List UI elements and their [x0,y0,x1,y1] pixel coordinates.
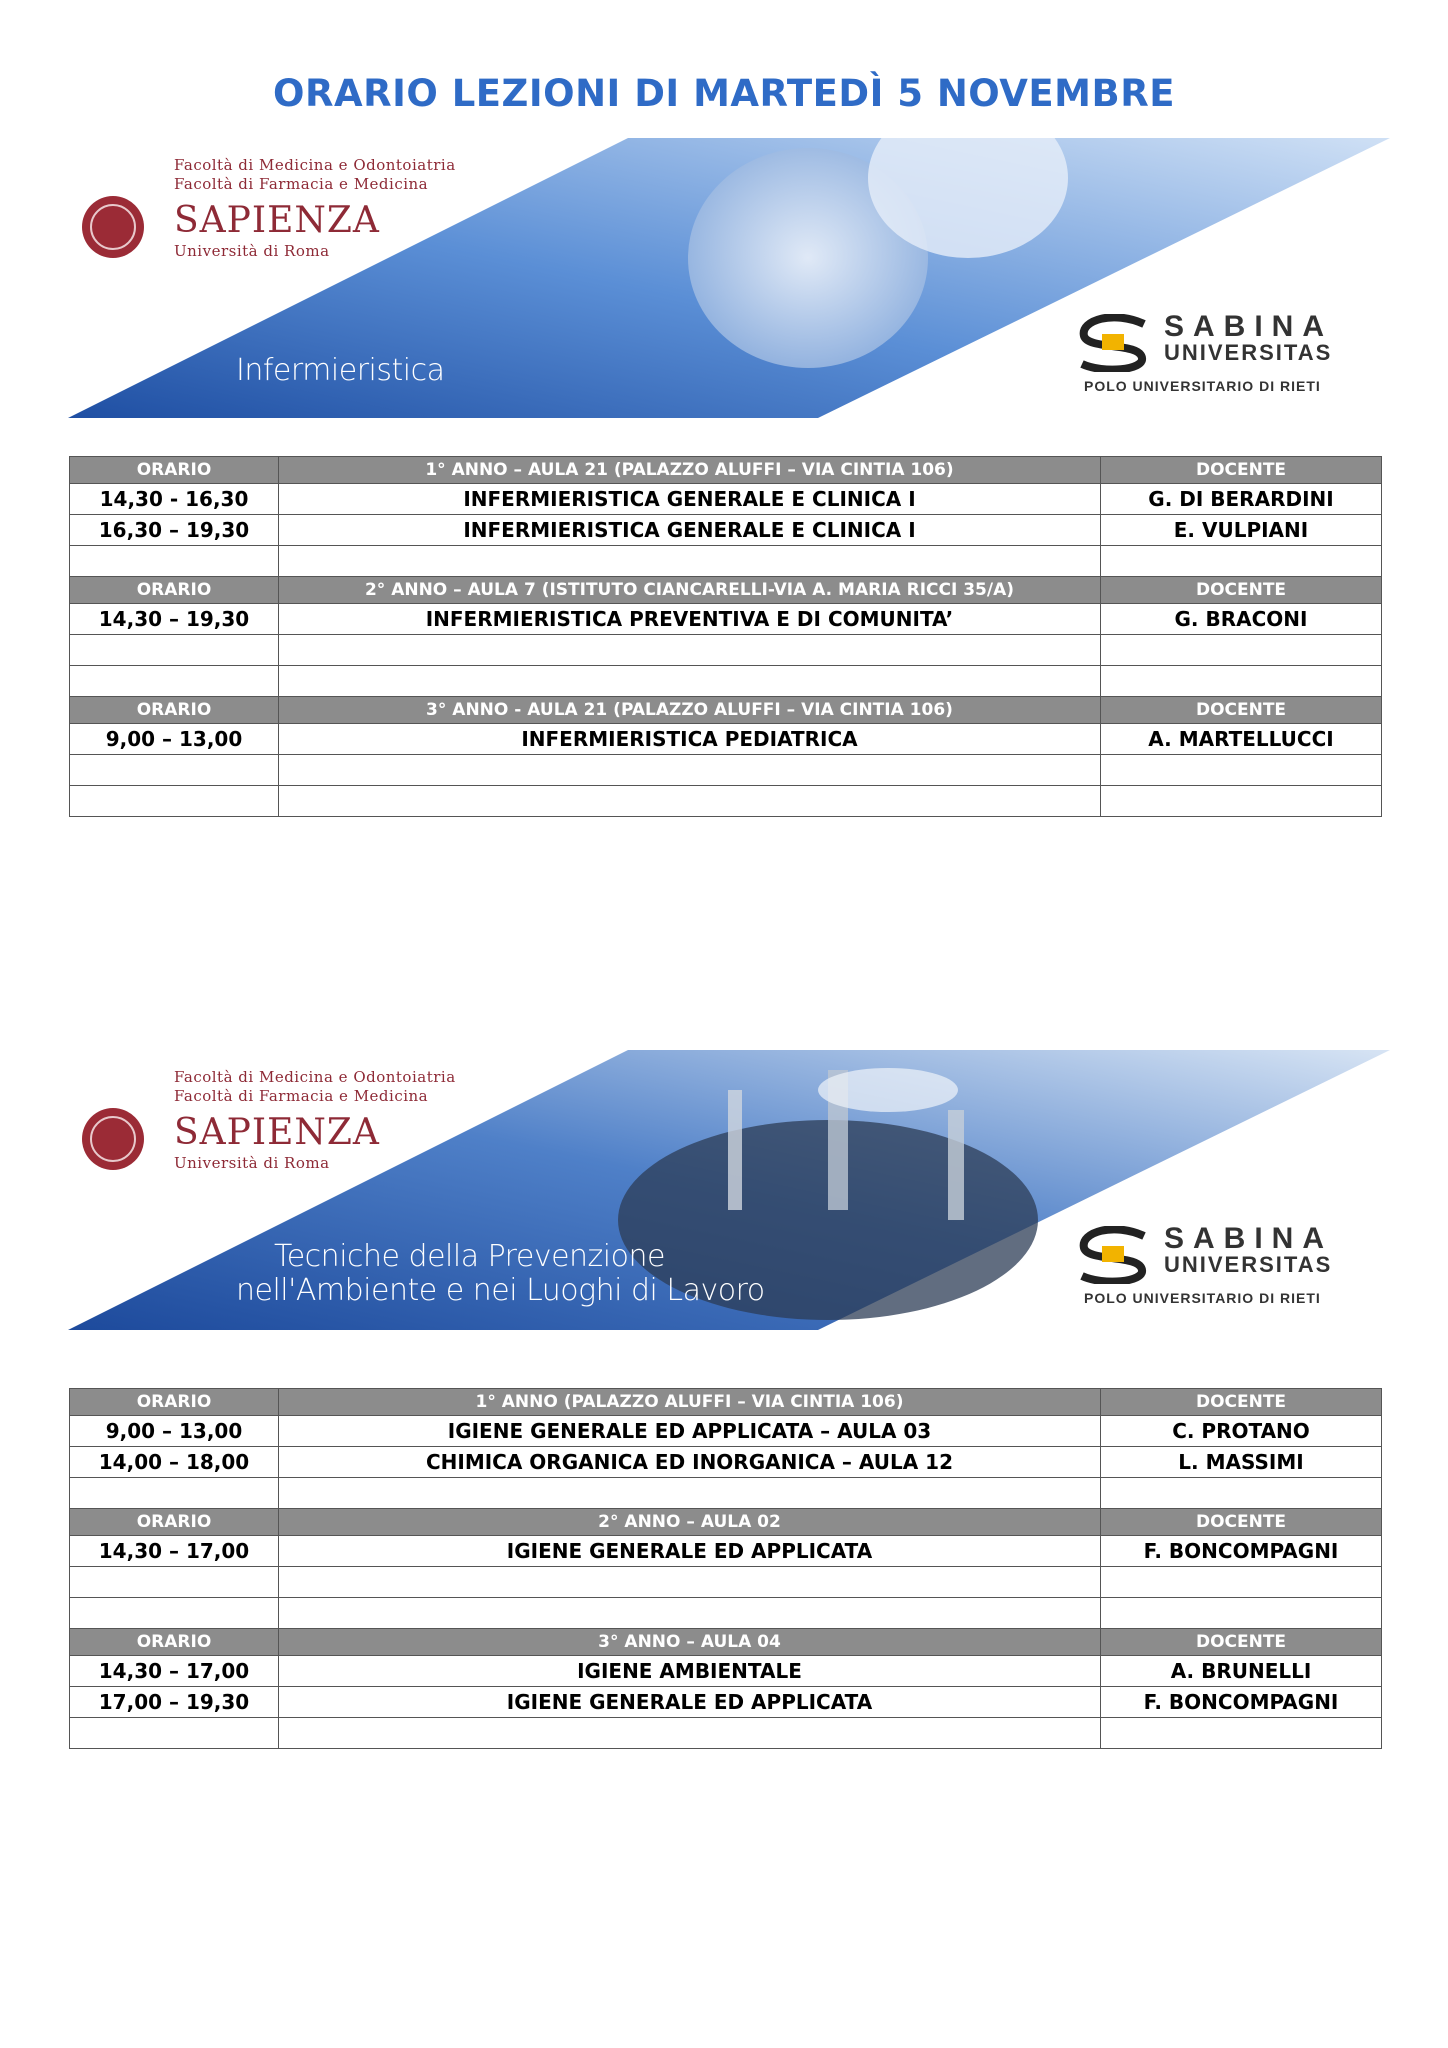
insegnamento-cell [279,1567,1101,1598]
orario-cell [70,755,279,786]
header-orario-cell: ORARIO [70,697,279,724]
insegnamento-cell [279,1598,1101,1629]
course-name-line-1: Tecniche della Prevenzione [274,1239,665,1274]
insegnamento-cell: CHIMICA ORGANICA ED INORGANICA – AULA 12 [279,1447,1101,1478]
table-row [70,755,1382,786]
insegnamento-cell: IGIENE GENERALE ED APPLICATA [279,1687,1101,1718]
docente-cell: L. MASSIMI [1101,1447,1382,1478]
orario-cell [70,1718,279,1749]
sabina-word: SABINA [1164,310,1334,343]
table-row [70,1718,1382,1749]
docente-cell [1101,755,1382,786]
docente-cell [1101,786,1382,817]
docente-cell [1101,546,1382,577]
insegnamento-cell: INFERMIERISTICA PREVENTIVA E DI COMUNITA’ [279,604,1101,635]
university-sub: Università di Roma [174,242,330,260]
orario-cell [70,1478,279,1509]
orario-cell: 17,00 – 19,30 [70,1687,279,1718]
table-header-row [70,1509,1382,1536]
orario-cell [70,1567,279,1598]
faculty-line-1: Facoltà di Medicina e Odontoiatria [174,156,456,174]
insegnamento-cell [279,666,1101,697]
header-docente-cell: DOCENTE [1101,1389,1382,1416]
table-row [70,786,1382,817]
table-row [70,1536,1382,1567]
docente-cell: F. BONCOMPAGNI [1101,1536,1382,1567]
faculty-line-2: Facoltà di Farmacia e Medicina [174,1087,429,1105]
insegnamento-cell [279,635,1101,666]
universitas-word: UNIVERSITAS [1164,1252,1333,1277]
course-name: Infermieristica [236,353,445,388]
orario-cell: 14,30 – 17,00 [70,1656,279,1687]
docente-cell: C. PROTANO [1101,1416,1382,1447]
docente-cell [1101,635,1382,666]
table-header-row [70,1629,1382,1656]
orario-cell: 9,00 – 13,00 [70,1416,279,1447]
header-orario-cell: ORARIO [70,1509,279,1536]
table-row [70,1687,1382,1718]
banner-tecniche-prevenzione [68,1050,1390,1330]
orario-cell: 14,30 – 19,30 [70,604,279,635]
sabina-logo [1074,310,1374,400]
course-name-line-2: nell'Ambiente e nei Luoghi di Lavoro [236,1273,765,1308]
table-row [70,666,1382,697]
header-orario-cell: ORARIO [70,457,279,484]
orario-cell [70,786,279,817]
orario-cell [70,635,279,666]
table-row [70,1447,1382,1478]
university-name: SAPIENZA [174,200,380,241]
header-insegnamento-cell: 3° ANNO - AULA 21 (PALAZZO ALUFFI – VIA CINTIA 106) [279,697,1101,724]
docente-cell [1101,1567,1382,1598]
sabina-logo [1074,1222,1374,1312]
header-docente-cell: DOCENTE [1101,457,1382,484]
polo-text: POLO UNIVERSITARIO DI RIETI [1084,1290,1321,1306]
sabina-s-icon [1074,314,1152,372]
table-header-row [70,577,1382,604]
docente-cell: A. BRUNELLI [1101,1656,1382,1687]
header-orario-cell: ORARIO [70,1629,279,1656]
banner-infermieristica [68,138,1390,418]
universitas-word: UNIVERSITAS [1164,340,1333,365]
orario-cell: 14,30 - 16,30 [70,484,279,515]
sabina-s-icon [1074,1226,1152,1284]
table-row [70,1478,1382,1509]
docente-cell [1101,1598,1382,1629]
table-row [70,1416,1382,1447]
header-insegnamento-cell: 3° ANNO – AULA 04 [279,1629,1101,1656]
orario-cell [70,666,279,697]
header-insegnamento-cell: 2° ANNO – AULA 7 (ISTITUTO CIANCARELLI-VIA A. MARIA RICCI 35/A) [279,577,1101,604]
docente-cell: A. MARTELLUCCI [1101,724,1382,755]
header-orario-cell: ORARIO [70,577,279,604]
docente-cell: G. BRACONI [1101,604,1382,635]
header-docente-cell: DOCENTE [1101,697,1382,724]
docente-cell: E. VULPIANI [1101,515,1382,546]
docente-cell [1101,1718,1382,1749]
faculty-line-1: Facoltà di Medicina e Odontoiatria [174,1068,456,1086]
header-orario-cell: ORARIO [70,1389,279,1416]
insegnamento-cell [279,755,1101,786]
orario-cell [70,546,279,577]
faculty-line-2: Facoltà di Farmacia e Medicina [174,175,429,193]
header-docente-cell: DOCENTE [1101,1629,1382,1656]
orario-cell: 9,00 – 13,00 [70,724,279,755]
insegnamento-cell: INFERMIERISTICA GENERALE E CLINICA I [279,484,1101,515]
insegnamento-cell [279,1718,1101,1749]
insegnamento-cell [279,786,1101,817]
docente-cell [1101,1478,1382,1509]
table-row [70,604,1382,635]
docente-cell [1101,666,1382,697]
sabina-word: SABINA [1164,1222,1334,1255]
table-header-row [70,1389,1382,1416]
table-row [70,515,1382,546]
header-insegnamento-cell: 1° ANNO (PALAZZO ALUFFI – VIA CINTIA 106) [279,1389,1101,1416]
table-row [70,546,1382,577]
table-row [70,724,1382,755]
orario-cell: 14,30 – 17,00 [70,1536,279,1567]
insegnamento-cell: INFERMIERISTICA GENERALE E CLINICA I [279,515,1101,546]
sapienza-seal [82,196,144,258]
insegnamento-cell [279,1478,1101,1509]
sapienza-seal [82,1108,144,1170]
table-row [70,484,1382,515]
table-header-row [70,697,1382,724]
header-docente-cell: DOCENTE [1101,1509,1382,1536]
orario-cell [70,1598,279,1629]
insegnamento-cell: IGIENE AMBIENTALE [279,1656,1101,1687]
table-row [70,635,1382,666]
header-docente-cell: DOCENTE [1101,577,1382,604]
orario-cell: 16,30 – 19,30 [70,515,279,546]
orario-cell: 14,00 – 18,00 [70,1447,279,1478]
docente-cell: F. BONCOMPAGNI [1101,1687,1382,1718]
header-insegnamento-cell: 2° ANNO – AULA 02 [279,1509,1101,1536]
insegnamento-cell [279,546,1101,577]
schedule-table-infermieristica [69,456,1382,817]
page-title: ORARIO LEZIONI DI MARTEDÌ 5 NOVEMBRE [273,72,1175,115]
insegnamento-cell: IGIENE GENERALE ED APPLICATA – AULA 03 [279,1416,1101,1447]
table-row [70,1567,1382,1598]
table-row [70,1598,1382,1629]
insegnamento-cell: INFERMIERISTICA PEDIATRICA [279,724,1101,755]
schedule-table-tecniche-prevenzione [69,1388,1382,1749]
insegnamento-cell: IGIENE GENERALE ED APPLICATA [279,1536,1101,1567]
table-header-row [70,457,1382,484]
header-insegnamento-cell: 1° ANNO – AULA 21 (PALAZZO ALUFFI – VIA CINTIA 106) [279,457,1101,484]
docente-cell: G. DI BERARDINI [1101,484,1382,515]
polo-text: POLO UNIVERSITARIO DI RIETI [1084,378,1321,394]
table-row [70,1656,1382,1687]
university-sub: Università di Roma [174,1154,330,1172]
university-name: SAPIENZA [174,1112,380,1153]
